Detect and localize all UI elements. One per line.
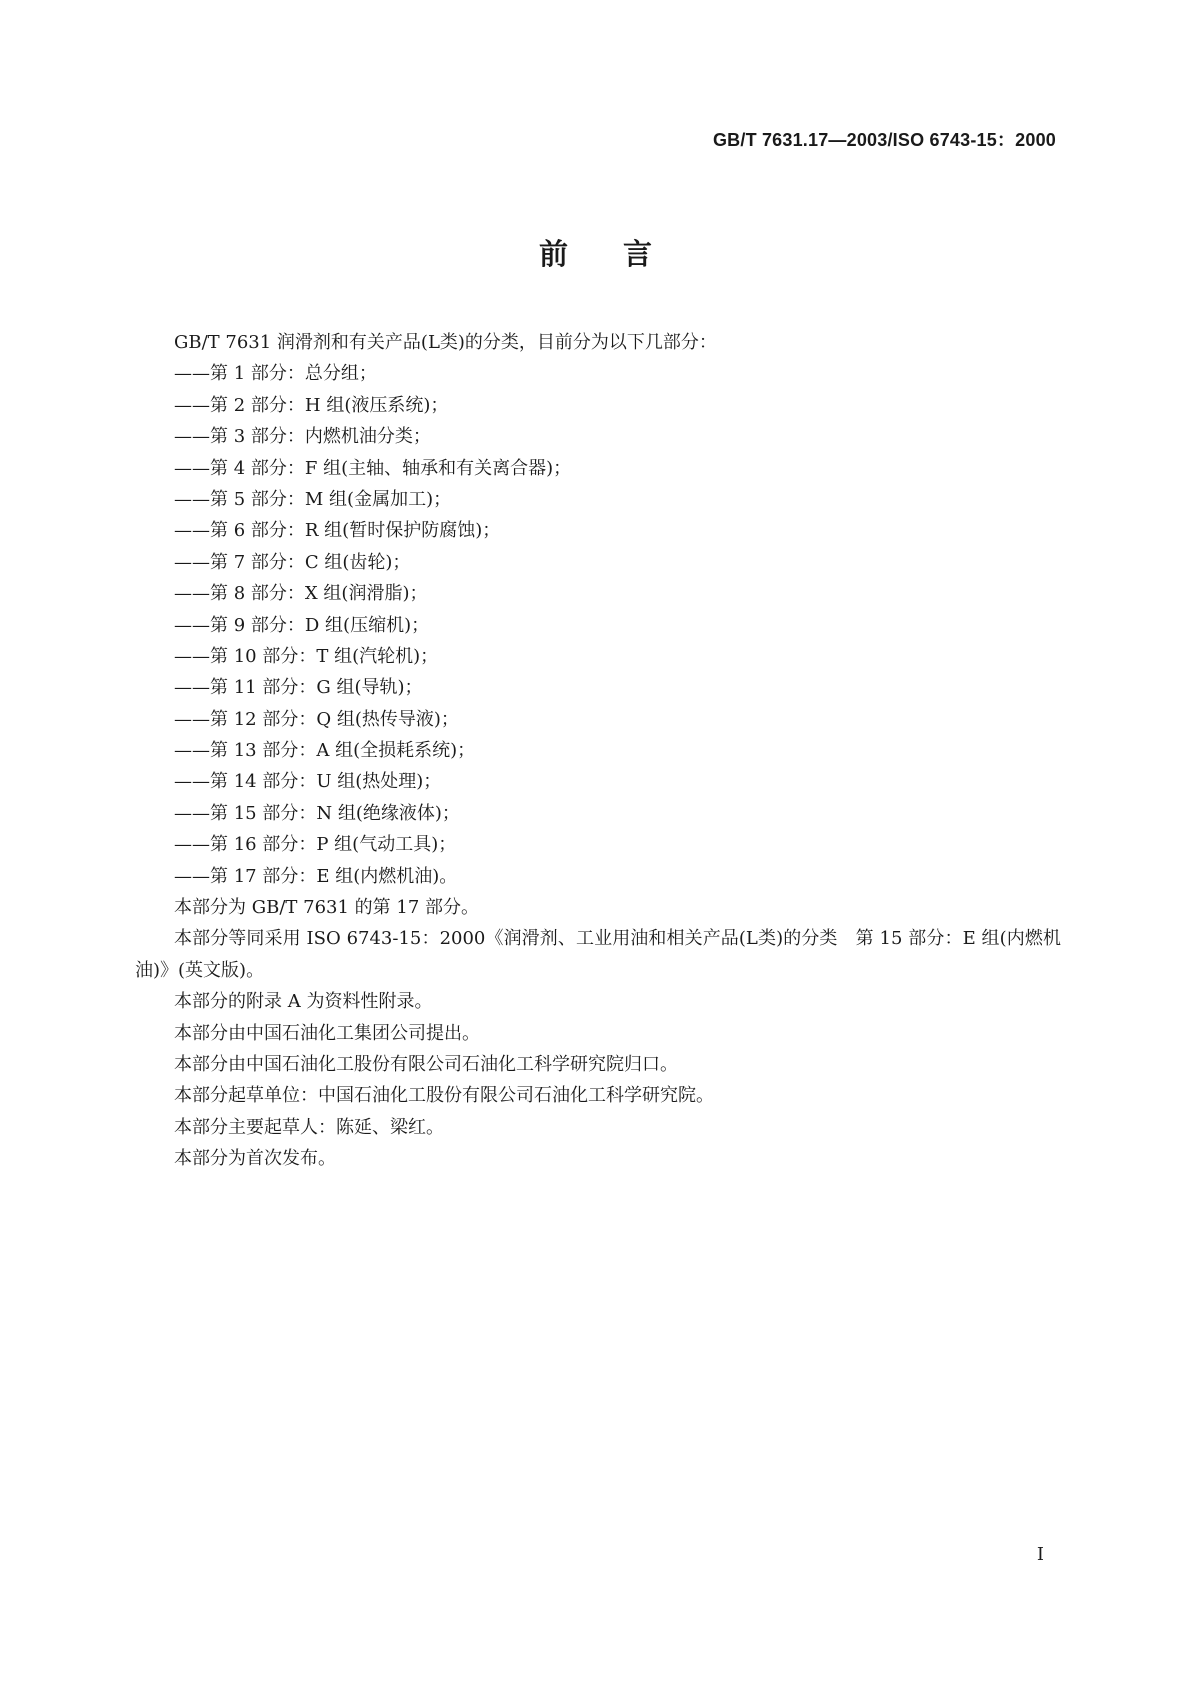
page-number: I — [1036, 1544, 1044, 1565]
part-list-item: ——第 11 部分：G 组(导轨)； — [174, 677, 423, 699]
part-list-item: ——第 3 部分：内燃机油分类； — [174, 426, 431, 448]
part-list-item: ——第 16 部分：P 组(气动工具)； — [174, 834, 457, 856]
drafting-unit-statement: 本部分起草单位：中国石油化工股份有限公司石油化工科学研究院。 — [174, 1085, 714, 1107]
part-list-item: ——第 4 部分：F 组(主轴、轴承和有关离合器)； — [174, 457, 572, 479]
drafters-statement: 本部分主要起草人：陈延、梁红。 — [174, 1116, 444, 1138]
part-list-item: ——第 14 部分：U 组(热处理)； — [174, 771, 442, 793]
part-list-item: ——第 10 部分：T 组(汽轮机)； — [174, 645, 439, 667]
foreword-body — [135, 327, 1061, 1175]
part-list-item: ——第 13 部分：A 组(全损耗系统)； — [174, 740, 476, 762]
part-of-statement: 本部分为 GB/T 7631 的第 17 部分。 — [174, 897, 479, 919]
part-list-item: ——第 2 部分：H 组(液压系统)； — [174, 394, 449, 416]
adoption-statement: 本部分等同采用 ISO 6743-15：2000《润滑剂、工业用油和相关产品(L类)的分类 第 15 部分：E 组(内燃机油)》(英文版)。 — [135, 928, 1061, 981]
part-list-item: ——第 12 部分：Q 组(热传导液)； — [174, 708, 459, 730]
part-list-item: ——第 6 部分：R 组(暂时保护防腐蚀)； — [174, 520, 501, 542]
part-list-item: ——第 8 部分：X 组(润滑脂)； — [174, 583, 428, 605]
intro-paragraph: GB/T 7631 润滑剂和有关产品(L类)的分类，目前分为以下几部分： — [174, 332, 717, 353]
annex-statement: 本部分的附录 A 为资料性附录。 — [174, 991, 433, 1013]
standard-code-header: GB/T 7631.17—2003/ISO 6743-15：2000 — [712, 130, 1056, 150]
centralized-by-statement: 本部分由中国石油化工股份有限公司石油化工科学研究院归口。 — [174, 1054, 678, 1076]
proposed-by-statement: 本部分由中国石油化工集团公司提出。 — [174, 1022, 480, 1044]
part-list-item: ——第 17 部分：E 组(内燃机油)。 — [174, 865, 458, 887]
part-list-item: ——第 5 部分：M 组(金属加工)； — [174, 488, 452, 510]
part-list-item: ——第 7 部分：C 组(齿轮)； — [174, 551, 411, 573]
part-list-item: ——第 15 部分：N 组(绝缘液体)； — [174, 802, 460, 824]
page-title: 前言 — [538, 237, 707, 271]
first-issue-statement: 本部分为首次发布。 — [174, 1148, 336, 1170]
part-list-item: ——第 9 部分：D 组(压缩机)； — [174, 614, 430, 636]
part-list-item: ——第 1 部分：总分组； — [174, 363, 377, 385]
